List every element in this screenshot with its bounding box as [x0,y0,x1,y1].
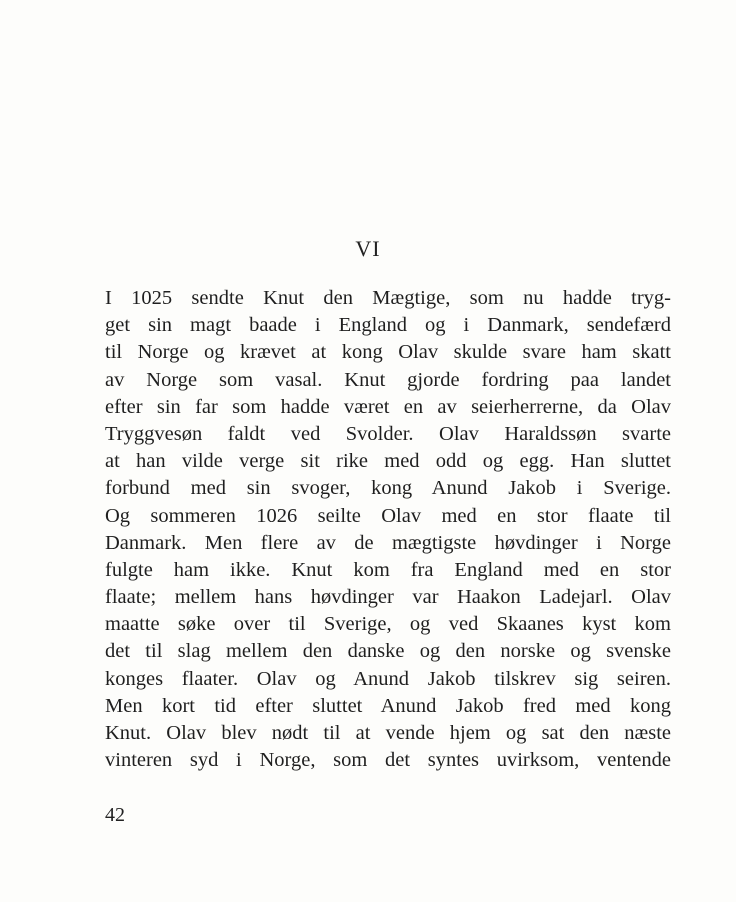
chapter-heading: VI [355,236,381,261]
text-line: I 1025 sendte Knut den Mægtige, som nu hadde tryg- [105,287,671,309]
text-line: Danmark. Men flere av de mægtigste høvdinger i Norge [105,531,671,554]
text-line: maatte søke over til Sverige, og ved Skaanes kyst kom [105,613,671,636]
text-line: flaate; mellem hans høvdinger var Haakon Ladejarl. Olav [105,586,671,609]
text-line: av Norge som vasal. Knut gjorde fordring paa landet [105,368,671,391]
text-line: konges flaater. Olav og Anund Jakob tilskrev sig seiren. [105,667,671,690]
text-line: Men kort tid efter sluttet Anund Jakob fred med kong [105,694,671,717]
text-line: det til slag mellem den danske og den norske og svenske [105,640,671,663]
text-line: fulgte ham ikke. Knut kom fra England med en stor [105,558,671,581]
page-number: 42 [105,804,125,826]
text-line: Og sommeren 1026 seilte Olav med en stor flaate til [105,504,671,527]
text-line: Knut. Olav blev nødt til at vende hjem og sat den næste [105,722,671,744]
text-line: Tryggvesøn faldt ved Svolder. Olav Haraldssøn svarte [105,422,671,445]
text-line: vinteren syd i Norge, som det syntes uvirksom, ventende [105,749,671,772]
text-line: efter sin far som hadde været en av seierherrerne, da Olav [105,395,671,418]
text-line: forbund med sin svoger, kong Anund Jakob i Sverige. [105,477,671,500]
text-line: til Norge og krævet at kong Olav skulde svare ham skatt [105,341,671,364]
text-line: at han vilde verge sit rike med odd og egg. Han sluttet [105,450,671,473]
text-line: get sin magt baade i England og i Danmark, sendefærd [105,314,671,337]
body-text [105,285,671,774]
